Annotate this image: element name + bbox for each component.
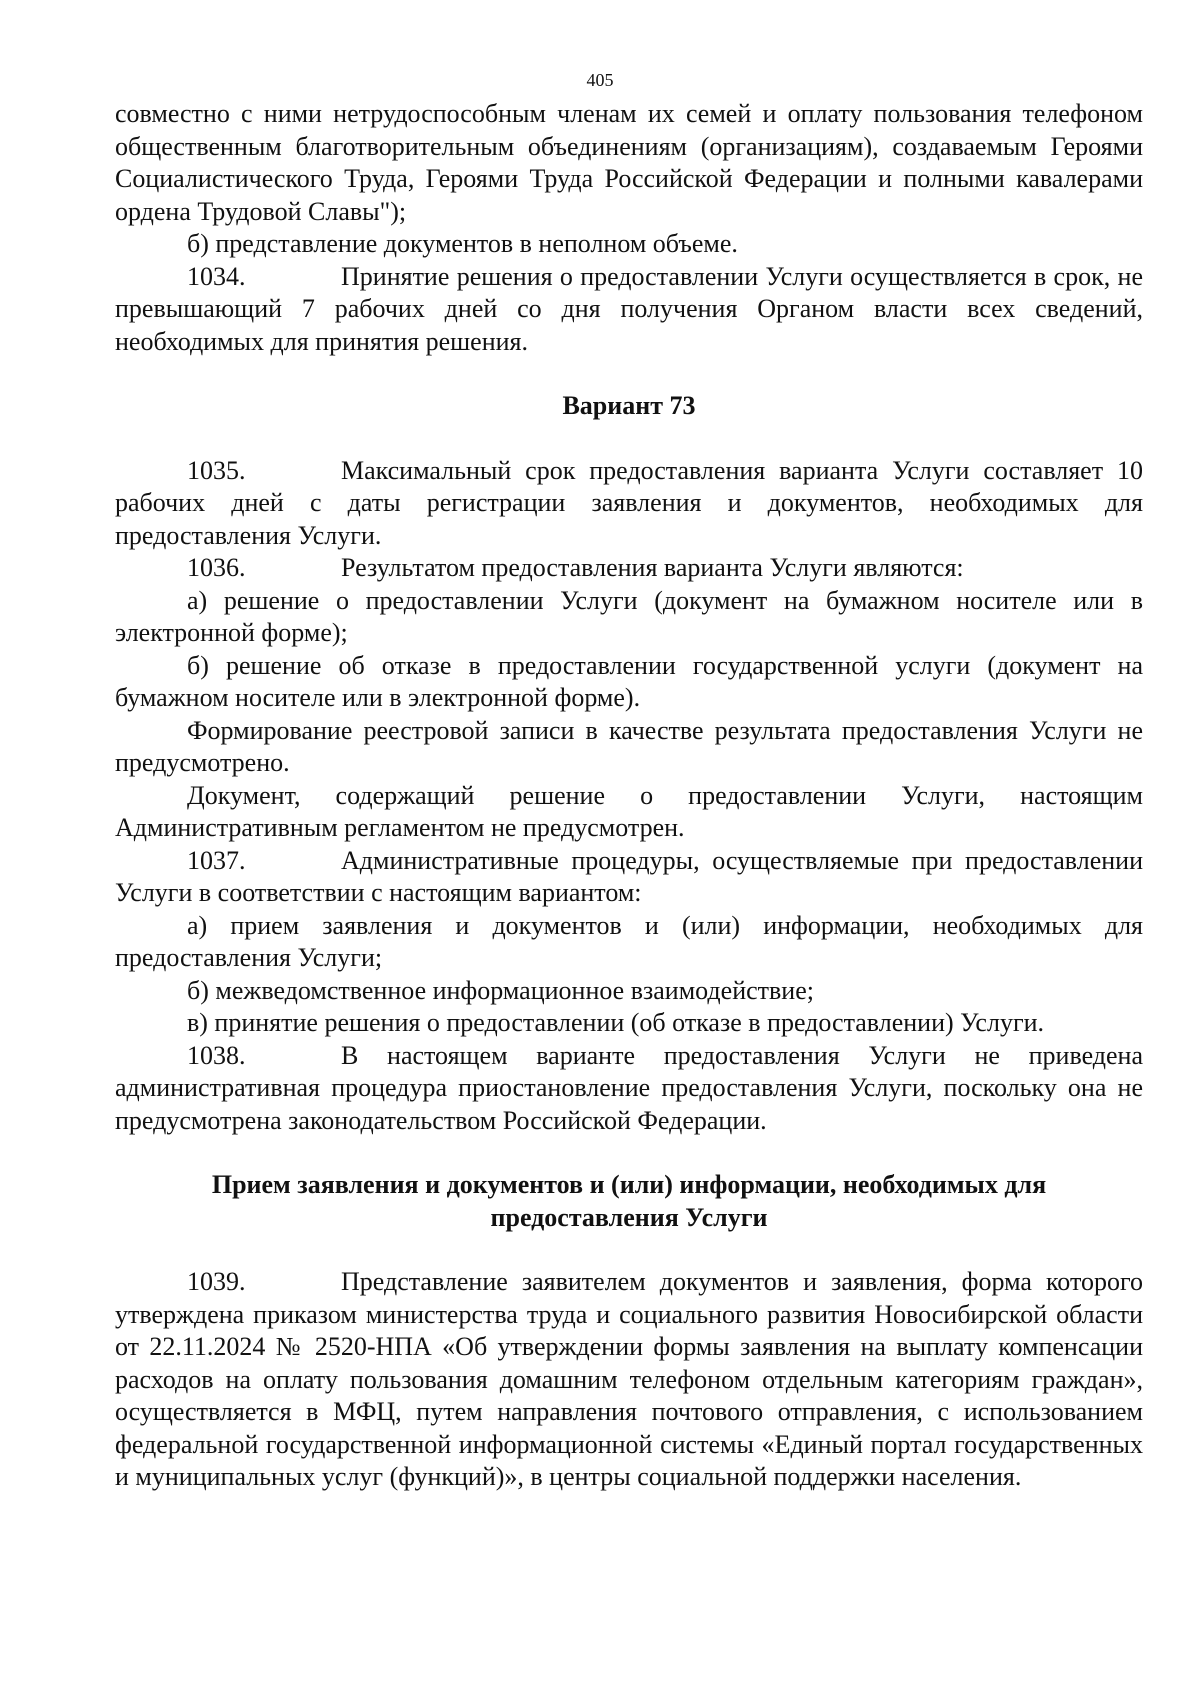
paragraph-text: Максимальный срок предоставления варианта Услуги составляет 10 рабочих дней с даты регистрации заявления и документов, необходимых для предоставления Услуги. — [115, 455, 1143, 550]
paragraph-number: 1039. — [187, 1267, 246, 1296]
paragraph-number: 1034. — [187, 261, 246, 291]
paragraph-1039 — [115, 1266, 1143, 1494]
paragraph-text: Административные процедуры, осуществляемые при предоставлении Услуги в соответствии с настоящим вариантом: — [115, 845, 1143, 907]
paragraph-1036 — [115, 552, 1143, 585]
list-item-b-interagency: б) межведомственное информационное взаимодействие; — [187, 975, 814, 1005]
section-heading-reception: Прием заявления и документов и (или) информации, необходимых для предоставления Услуги — [211, 1170, 1047, 1232]
paragraph-1034 — [115, 261, 1143, 359]
paragraph-number: 1036. — [187, 553, 246, 582]
list-item-a-reception: а) прием заявления и документов и (или) информации, необходимых для предоставления Услуги; — [115, 910, 1143, 972]
paragraph-number: 1038. — [187, 1040, 246, 1070]
paragraph-1038 — [115, 1040, 1143, 1138]
paragraph-text: Результатом предоставления варианта Услуги являются: — [341, 553, 964, 582]
list-item-a-decision: а) решение о предоставлении Услуги (документ на бумажном носителе или в электронной форме); — [115, 585, 1143, 647]
paragraph-1037 — [115, 845, 1143, 910]
paragraph-text: Принятие решения о предоставлении Услуги осуществляется в срок, не превышающий 7 рабочих дней со дня получения Органом власти всех сведений, необходимых для принятия решения. — [115, 261, 1143, 356]
paragraph-text: Представление заявителем документов и заявления, форма которого утверждена приказом министерства труда и социального развития Новосибирской области от 22.11.2024 № 2520-НПА «Об утверждении формы заявления на выплату компенсации расходов на оплату пользования домашним телефоном отдельным категориям граждан», осуществляется в МФЦ, путем направления почтового отправления, с использованием федеральной государственной информационной системы «Единый портал государственных и муниципальных услуг (функций)», в центры социальной поддержки населения. — [115, 1267, 1143, 1491]
page-number: 405 — [586, 70, 614, 90]
paragraph-decision-document: Документ, содержащий решение о предоставлении Услуги, настоящим Административным регламентом не предусмотрен. — [115, 780, 1143, 842]
list-item-b-refusal: б) решение об отказе в предоставлении государственной услуги (документ на бумажном носителе или в электронной форме). — [115, 650, 1143, 712]
paragraph-text: В настоящем варианте предоставления Услуги не приведена административная процедура приостановление предоставления Услуги, поскольку она не предусмотрена законодательством Российской Федерации. — [115, 1040, 1143, 1135]
paragraph-1035 — [115, 455, 1143, 553]
list-item-b-incomplete-documents: б) представление документов в неполном объеме. — [187, 229, 738, 258]
paragraph-number: 1035. — [187, 455, 246, 485]
paragraph-continuation: совместно с ними нетрудоспособным членам их семей и оплату пользования телефоном общественным благотворительным объединениям (организациям), создаваемым Героями Социалистического Труда, Героями Труда Российской Федерации и полными кавалерами ордена Трудовой Славы"); — [115, 99, 1143, 226]
paragraph-number: 1037. — [187, 845, 246, 875]
list-item-c-decision: в) принятие решения о предоставлении (об отказе в предоставлении) Услуги. — [187, 1008, 1045, 1037]
section-heading-variant: Вариант 73 — [562, 391, 696, 420]
document-body — [115, 98, 1143, 1494]
paragraph-registry-record: Формирование реестровой записи в качестве результата предоставления Услуги не предусмотрено. — [115, 715, 1143, 777]
